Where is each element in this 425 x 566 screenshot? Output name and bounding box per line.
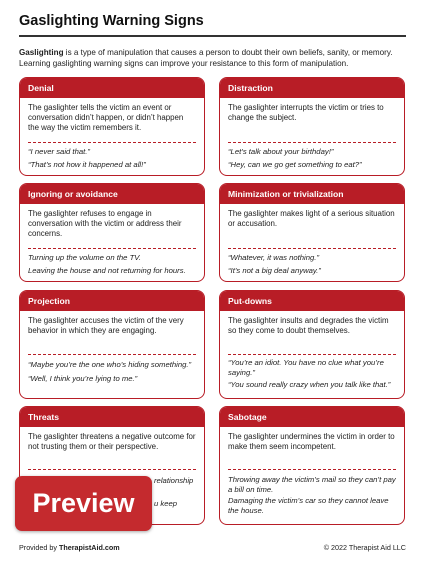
card-description: The gaslighter refuses to engage in conversation with the victim or address their concerns. xyxy=(28,209,182,238)
card-title: Denial xyxy=(20,78,204,98)
card-projection xyxy=(19,290,205,399)
intro-term: Gaslighting xyxy=(19,48,64,57)
card-divider xyxy=(28,469,196,470)
card-example: Throwing away the victim’s mail so they can’t pay a bill on time. xyxy=(228,475,396,494)
card-ignoring-or-avoidance xyxy=(19,183,205,282)
card-example: “You’re an idiot. You have no clue what you’re saying.” xyxy=(228,358,384,377)
card-example: “It’s not a big deal anyway.” xyxy=(228,266,321,275)
page-title: Gaslighting Warning Signs xyxy=(19,13,204,29)
card-title: Minimization or trivialization xyxy=(220,184,404,204)
card-divider xyxy=(228,142,396,143)
card-description: The gaslighter threatens a negative outcome for not trusting them or their perspective. xyxy=(28,432,196,451)
card-divider xyxy=(228,248,396,249)
intro-text: is a type of manipulation that causes a person to doubt their own beliefs, sanity, or memory. Learning gaslighting warning signs can improve your resistance to this form of manipulation. xyxy=(19,48,393,68)
card-example: “Well, I think you’re lying to me.” xyxy=(28,374,138,383)
card-description: The gaslighter insults and degrades the victim so they come to doubt themselves. xyxy=(228,316,389,335)
card-example: “Let’s talk about your birthday!” xyxy=(228,147,334,156)
card-denial xyxy=(19,77,205,176)
card-minimization-or-trivialization xyxy=(219,183,405,282)
card-example: Leaving the house and not returning for hours. xyxy=(28,266,186,275)
card-title: Threats xyxy=(20,407,204,427)
card-example: “Hey, can we go get something to eat?” xyxy=(228,160,362,169)
card-divider xyxy=(28,354,196,355)
footer-brand-link[interactable]: TherapistAid.com xyxy=(58,543,120,552)
card-put-downs xyxy=(219,290,405,399)
footer-provided-label: Provided by xyxy=(19,543,59,552)
card-example: u keep xyxy=(154,499,178,508)
card-sabotage xyxy=(219,406,405,525)
card-example: “Whatever, it was nothing.” xyxy=(228,253,320,262)
card-divider xyxy=(28,248,196,249)
footer-provided-by xyxy=(19,543,120,552)
card-title: Projection xyxy=(20,291,204,311)
card-example: “I never said that.” xyxy=(28,147,90,156)
card-description: The gaslighter makes light of a serious situation or accusation. xyxy=(228,209,395,228)
card-title: Distraction xyxy=(220,78,404,98)
card-title: Ignoring or avoidance xyxy=(20,184,204,204)
card-example: “Maybe you’re the one who’s hiding something.” xyxy=(28,360,192,369)
card-title: Sabotage xyxy=(220,407,404,427)
card-example: “You sound really crazy when you talk like that.” xyxy=(228,380,391,389)
card-title: Put-downs xyxy=(220,291,404,311)
card-example: Damaging the victim’s car so they cannot leave the house. xyxy=(228,496,389,515)
card-divider xyxy=(228,469,396,470)
card-description: The gaslighter undermines the victim in order to make them seem incompetent. xyxy=(228,432,395,451)
card-distraction xyxy=(219,77,405,176)
card-example: “That’s not how it happened at all!” xyxy=(28,160,146,169)
title-divider xyxy=(19,35,406,37)
card-description: The gaslighter interrupts the victim or tries to change the subject. xyxy=(228,103,384,122)
card-divider xyxy=(228,354,396,355)
card-divider xyxy=(28,142,196,143)
card-example: Turning up the volume on the TV. xyxy=(28,253,141,262)
card-example: relationship xyxy=(154,476,194,485)
preview-badge: Preview xyxy=(15,476,152,531)
card-description: The gaslighter tells the victim an event or conversation didn’t happen, or didn’t happen the way the victim remembers it. xyxy=(28,103,184,132)
card-description: The gaslighter accuses the victim of the very behavior in which they are engaging. xyxy=(28,316,184,335)
intro-paragraph xyxy=(19,48,409,69)
footer-copyright: © 2022 Therapist Aid LLC xyxy=(323,543,406,552)
